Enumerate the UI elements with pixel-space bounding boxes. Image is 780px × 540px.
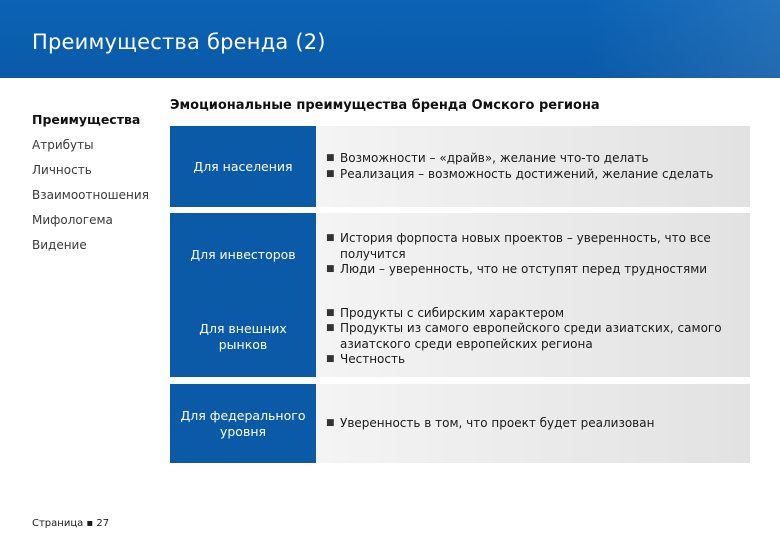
row-label: Для внешних рынков bbox=[170, 296, 316, 377]
bullet-item bbox=[326, 167, 730, 183]
benefits-list bbox=[32, 112, 182, 252]
bullet-text: Реализация – возможность достижений, желание сделать bbox=[340, 166, 714, 181]
bullet-icon: ■ bbox=[326, 264, 335, 275]
row-label: Для инвесторов bbox=[170, 213, 316, 296]
bullet-icon: ■ bbox=[326, 153, 335, 163]
table-row bbox=[170, 213, 750, 296]
bullet-icon: ■ bbox=[326, 307, 335, 318]
benefit-item: Взаимоотношения bbox=[32, 188, 149, 202]
bullet-text: Люди – уверенность, что не отступят перед трудностями bbox=[340, 262, 708, 277]
row-label: Для населения bbox=[170, 126, 316, 207]
benefit-item: Мифологема bbox=[32, 213, 113, 227]
row-body bbox=[316, 384, 750, 463]
row-body bbox=[316, 126, 750, 207]
bullet-icon: ■ bbox=[326, 323, 335, 333]
bullet-icon: ■ bbox=[326, 417, 335, 428]
bullet-icon: ■ bbox=[326, 354, 335, 364]
slide-title: Преимущества бренда (2) bbox=[32, 30, 326, 54]
table-row bbox=[170, 384, 750, 463]
bullet-text: Продукты с сибирским характером bbox=[340, 305, 565, 320]
bullet-text: Продукты из самого европейского среди азиатских, самого азиатского среди европейских региона bbox=[340, 321, 722, 351]
table-row bbox=[170, 126, 750, 207]
benefit-item: Атрибуты bbox=[32, 138, 94, 152]
bullet-icon: ■ bbox=[326, 168, 335, 179]
bullet-item bbox=[326, 416, 730, 432]
slide-header bbox=[0, 0, 780, 78]
bullet-text: Возможности – «драйв», желание что-то делать bbox=[340, 151, 649, 165]
bullet-item bbox=[326, 352, 730, 368]
bullet-text: История форпоста новых проектов – уверенность, что все получится bbox=[340, 231, 711, 261]
row-body bbox=[316, 213, 750, 296]
bullet-item bbox=[326, 262, 730, 278]
benefit-item: Личность bbox=[32, 163, 92, 177]
bullet-item bbox=[326, 231, 730, 262]
bullet-icon: ■ bbox=[326, 233, 335, 244]
benefits-list-title: Преимущества bbox=[32, 112, 141, 127]
bullet-item bbox=[326, 306, 730, 322]
section-title: Эмоциональные преимущества бренда Омского региона bbox=[170, 98, 600, 113]
bullet-item bbox=[326, 321, 730, 352]
table-row bbox=[170, 296, 750, 377]
bullet-text: Честность bbox=[340, 352, 406, 366]
row-body bbox=[316, 296, 750, 377]
bullet-text: Уверенность в том, что проект будет реализован bbox=[340, 415, 655, 430]
header-accent bbox=[585, 0, 780, 78]
benefit-item: Видение bbox=[32, 238, 87, 252]
page-number: Страница ▪ 27 bbox=[32, 518, 110, 529]
bullet-item bbox=[326, 151, 730, 167]
row-label: Для федерального уровня bbox=[170, 384, 316, 463]
